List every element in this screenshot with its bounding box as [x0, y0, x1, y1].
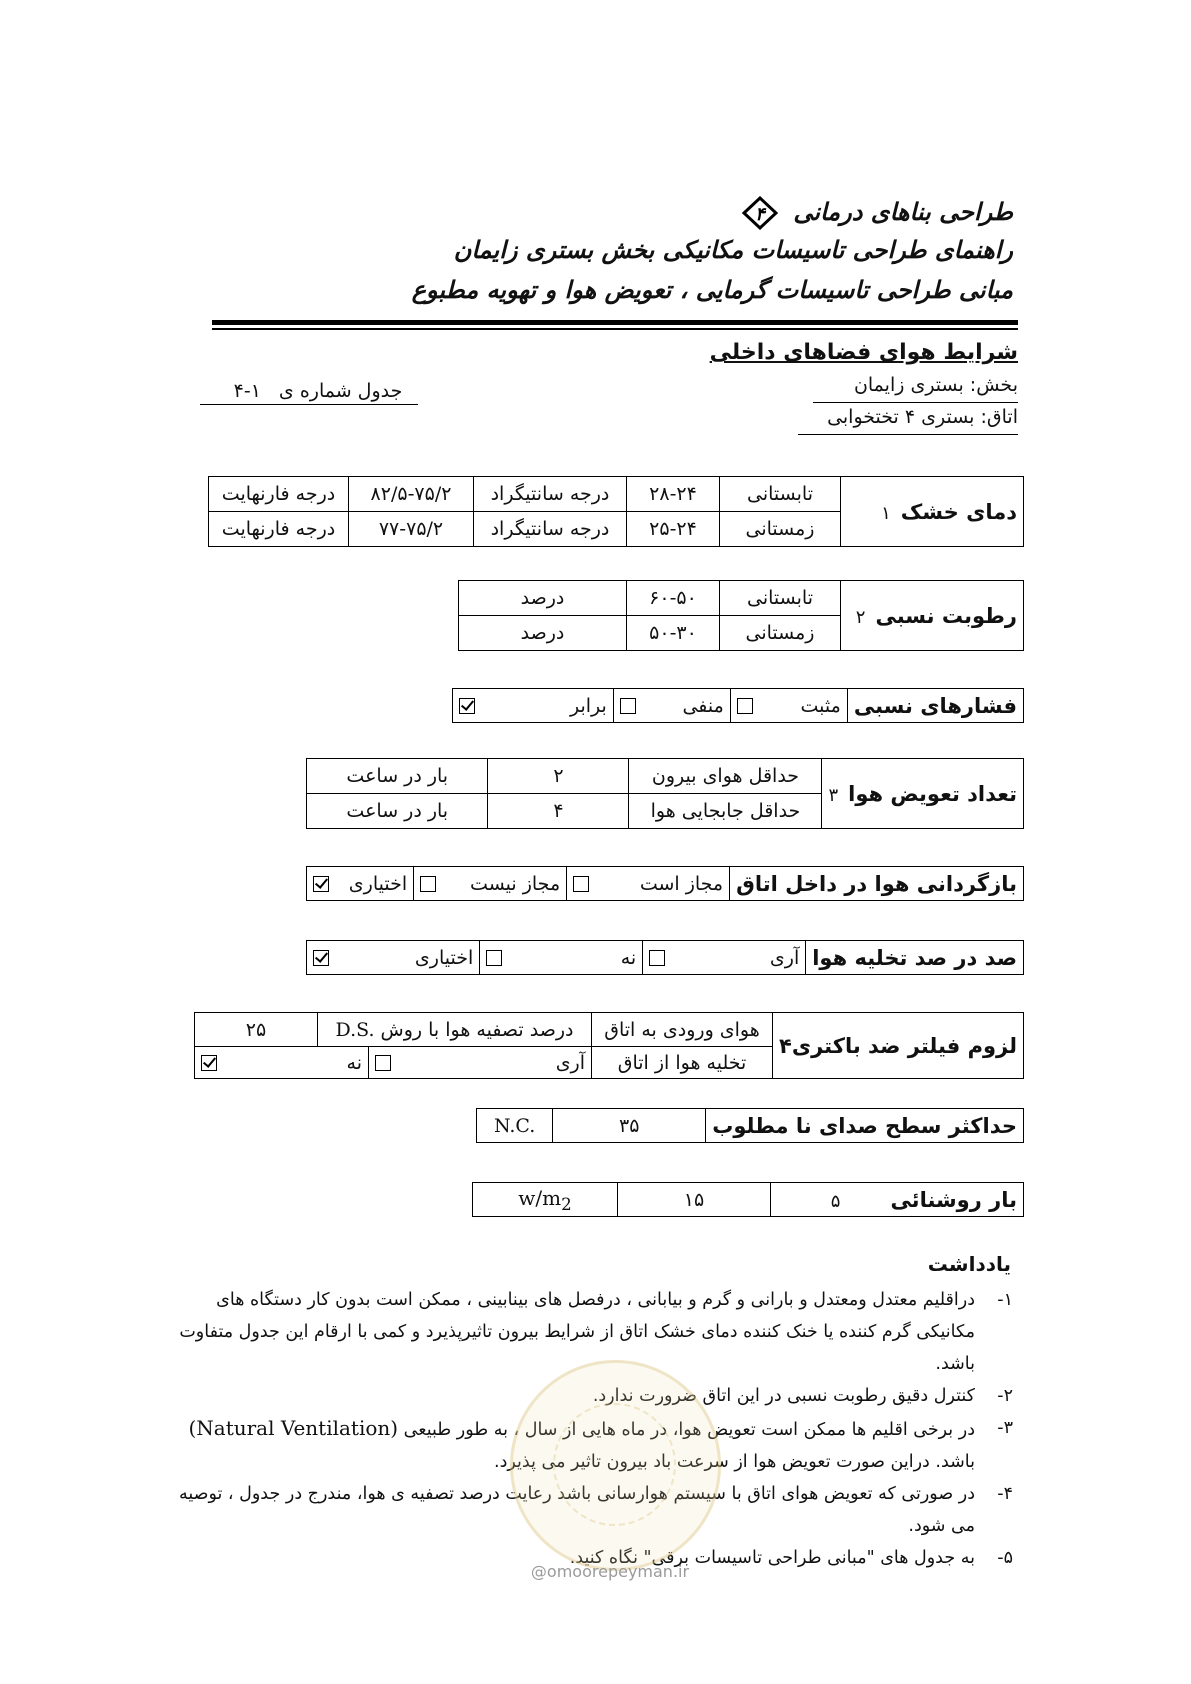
- exhaust-option-no[interactable]: نه: [480, 941, 643, 975]
- notes-title: یادداشت: [927, 1252, 1011, 1276]
- air-change-label: تعداد تعویض هوا۳: [822, 759, 1024, 829]
- no-checkbox-checked[interactable]: [201, 1055, 217, 1071]
- dry-temp-season: زمستانی: [720, 512, 841, 547]
- recirc-label: بازگردانی هوا در داخل اتاق: [730, 867, 1024, 901]
- svg-text:۴: ۴: [755, 204, 765, 225]
- air-change-value: ۲: [488, 759, 629, 794]
- dry-temp-f-unit: درجه فارنهایت: [209, 477, 349, 512]
- recirc-option-not-allowed[interactable]: مجاز نیست: [414, 867, 567, 901]
- no-checkbox[interactable]: [486, 950, 502, 966]
- yes-checkbox[interactable]: [375, 1055, 391, 1071]
- dry-temp-table: [208, 476, 1024, 547]
- negative-checkbox[interactable]: [620, 698, 636, 714]
- header-rule-thick: [212, 320, 1018, 325]
- note-item: ۲- کنترل دقیق رطوبت نسبی در این اتاق ضرورت ندارد.: [592, 1386, 1013, 1406]
- dry-temp-c-unit: درجه سانتیگراد: [474, 477, 627, 512]
- optional-checkbox-checked[interactable]: [313, 950, 329, 966]
- header-line2: راهنمای طراحی تاسیسات مکانیکی بخش بستری زایمان: [453, 236, 1013, 264]
- note-item: ۵- به جدول های "مبانی طراحی تاسیسات برقی" نگاه کنید.: [569, 1548, 1013, 1568]
- equal-checkbox-checked[interactable]: [459, 698, 475, 714]
- lighting-table: [472, 1182, 1024, 1217]
- noise-label: حداکثر سطح صدای نا مطلوب: [706, 1109, 1024, 1143]
- watermark-seal-icon: [510, 1360, 721, 1571]
- dry-temp-label: دمای خشک۱: [841, 477, 1024, 547]
- air-change-name: حداقل جابجایی هوا: [629, 794, 822, 829]
- air-change-value: ۴: [488, 794, 629, 829]
- filter-option-yes[interactable]: آری: [369, 1047, 592, 1079]
- noise-unit: N.C.: [477, 1109, 553, 1143]
- humidity-season: زمستانی: [720, 616, 841, 651]
- note-item: ۴- در صورتی که تعویض هوای اتاق با سیستم هوارسانی باشد رعایت درصد تصفیه ی هوا، مندرج در جدول ، توصیه می شود.: [178, 1484, 1013, 1536]
- filter-label: لزوم فیلتر ضد باکتری۴: [773, 1013, 1024, 1079]
- dry-temp-c-value: ۲۸-۲۴: [627, 477, 720, 512]
- lighting-value: ۱۵: [618, 1183, 771, 1217]
- department-label: بخش: بستری زایمان: [853, 374, 1018, 396]
- dry-temp-f-value: ۷۷-۷۵/۲: [349, 512, 474, 547]
- lighting-label: بار روشنائی۵: [771, 1183, 1024, 1217]
- recirc-option-optional[interactable]: اختیاری: [307, 867, 414, 901]
- air-change-unit: بار در ساعت: [307, 794, 488, 829]
- lighting-unit: $w/m_2$: [473, 1183, 618, 1217]
- recirc-option-allowed[interactable]: مجاز است: [567, 867, 730, 901]
- table-number: جدول شماره ی۱-۴: [200, 380, 418, 405]
- filter-supply-desc: درصد تصفیه هوا با روش D.S.: [318, 1013, 592, 1047]
- recirc-table: [306, 866, 1024, 901]
- dry-temp-c-value: ۲۵-۲۴: [627, 512, 720, 547]
- noise-table: [476, 1108, 1024, 1143]
- watermark-text: @omoorepeyman.ir: [530, 1562, 690, 1581]
- pressure-table: [452, 688, 1024, 723]
- pressure-option-negative[interactable]: منفی: [613, 689, 730, 723]
- humidity-table: [458, 580, 1024, 651]
- note-item: ۱- دراقلیم معتدل ومعتدل و بارانی و گرم و بیابانی ، درفصل های بینابینی ، ممکن است بدون کار دستگاه های مکانیکی گرم کننده یا خنک کننده دمای خشک اتاق از شرایط بیرون تاثیرپذیرد و کمی با ارقام این جدول متفاوت باشد.: [179, 1290, 1013, 1374]
- header-line3: مبانی طراحی تاسیسات گرمایی ، تعویض هوا و تهویه مطبوع: [411, 276, 1013, 304]
- humidity-label: رطوبت نسبی۲: [841, 581, 1024, 651]
- header-line1: طراحی بناهای درمانی ۴: [741, 196, 1013, 230]
- not-allowed-checkbox[interactable]: [420, 876, 436, 892]
- pressure-label: فشارهای نسبی: [847, 689, 1023, 723]
- filter-exhaust-label: تخلیه هوا از اتاق: [592, 1047, 773, 1079]
- humidity-unit: درصد: [459, 616, 627, 651]
- filter-table: [194, 1012, 1024, 1079]
- humidity-unit: درصد: [459, 581, 627, 616]
- filter-supply-value: ۲۵: [195, 1013, 318, 1047]
- dry-temp-season: تابستانی: [720, 477, 841, 512]
- filter-option-no[interactable]: نه: [195, 1047, 369, 1079]
- filter-supply-label: هوای ورودی به اتاق: [592, 1013, 773, 1047]
- dry-temp-f-unit: درجه فارنهایت: [209, 512, 349, 547]
- positive-checkbox[interactable]: [737, 698, 753, 714]
- dry-temp-c-unit: درجه سانتیگراد: [474, 512, 627, 547]
- yes-checkbox[interactable]: [649, 950, 665, 966]
- pressure-option-positive[interactable]: مثبت: [730, 689, 847, 723]
- noise-value: ۳۵: [553, 1109, 706, 1143]
- air-change-table: [306, 758, 1024, 829]
- section-title: شرایط هوای فضاهای داخلی: [709, 340, 1018, 365]
- exhaust-option-yes[interactable]: آری: [643, 941, 806, 975]
- optional-checkbox-checked[interactable]: [313, 876, 329, 892]
- header-rule-thin: [212, 328, 1018, 330]
- humidity-season: تابستانی: [720, 581, 841, 616]
- humidity-value: ۶۰-۵۰: [627, 581, 720, 616]
- pressure-option-equal[interactable]: برابر: [453, 689, 614, 723]
- numbered-badge-icon: [741, 196, 779, 230]
- exhaust-option-optional[interactable]: اختیاری: [307, 941, 480, 975]
- exhaust-label: صد در صد تخلیه هوا: [806, 941, 1024, 975]
- room-underline: [798, 434, 1018, 435]
- humidity-value: ۵۰-۳۰: [627, 616, 720, 651]
- exhaust-table: [306, 940, 1024, 975]
- note-item: ۳- در برخی اقلیم ها ممکن است تعویض هوا، در ماه هایی از سال ، به طور طبیعی (Natural Ventilation) باشد. دراین صورت تعویض هوا از سرعت باد بیرون تاثیر می پذیرد.: [188, 1416, 1013, 1472]
- air-change-name: حداقل هوای بیرون: [629, 759, 822, 794]
- room-label: اتاق: بستری ۴ تختخوابی: [827, 406, 1018, 428]
- allowed-checkbox[interactable]: [573, 876, 589, 892]
- department-underline: [813, 402, 1018, 403]
- dry-temp-f-value: ۸۲/۵-۷۵/۲: [349, 477, 474, 512]
- air-change-unit: بار در ساعت: [307, 759, 488, 794]
